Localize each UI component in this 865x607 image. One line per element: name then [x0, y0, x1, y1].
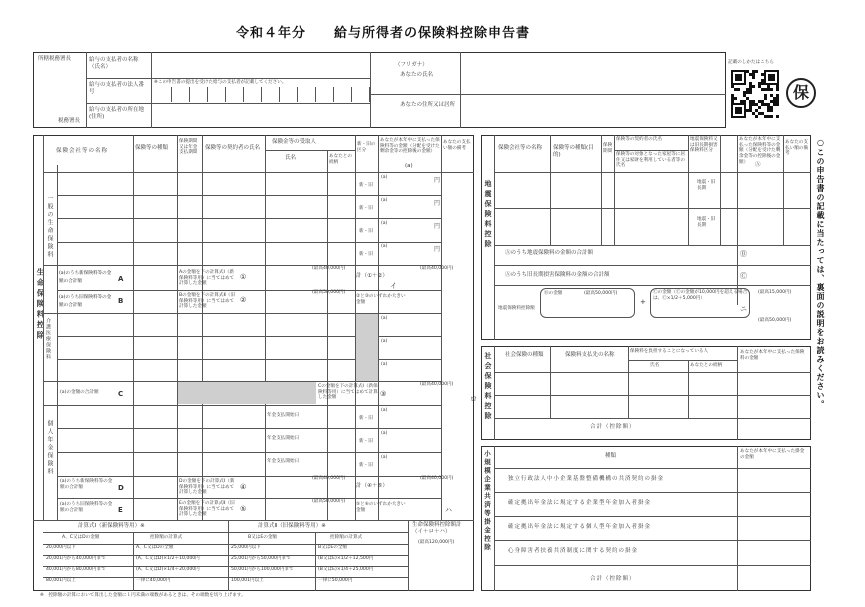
sum-e-label: (a)のうち旧保険料等の金額の合計額	[60, 502, 113, 513]
smallbiz-amount-field[interactable]	[739, 518, 809, 538]
max-50000-b: (最高50,000円)	[312, 290, 346, 295]
f1-row-formula: 一律に40,000円	[136, 578, 171, 583]
amount-mark: (a)	[381, 221, 388, 226]
qr-code-icon[interactable]	[731, 70, 779, 118]
amount-mark: (a)	[381, 244, 388, 249]
max-40000-sum2: (最高40,000円)	[420, 476, 454, 481]
calc-note-3: Cの金額を下の計算式Ⅰ（新保険料等用）に当てはめて計算した金額	[318, 384, 378, 401]
sum-d-label: (a)のうち新保険料等の金額の合計額	[60, 479, 113, 490]
smallbiz-col-amount: あなたが本年中に支払った掛金の金額	[740, 449, 805, 460]
yen-unit: 円	[434, 223, 441, 230]
f1-row-range: 80,001円以上	[46, 578, 76, 583]
f1-row-range: 20,001円から40,000円まで	[46, 556, 106, 561]
quake-old-2: 地震・旧長期	[697, 217, 716, 228]
life-col-newold: 新・旧の区分	[357, 142, 376, 153]
newold-mark[interactable]: 新・旧	[359, 206, 373, 211]
sum-c-label: (a)の金額の合計額	[60, 390, 99, 395]
payer-number-note: ※この申告書の提出を受けた給与の支払者が記載してください。	[154, 80, 287, 85]
formula1-title: 計算式Ⅰ（新保険料等用）※	[78, 523, 145, 529]
f2-row-range: 25,000円以下	[231, 545, 261, 550]
general-life-label: 一般の生命保険料	[46, 195, 53, 259]
life-col-amount-mark: (a)	[405, 163, 413, 169]
smallbiz-section-label: 小規模企業共済等掛金控除	[483, 450, 491, 552]
medical-label: 介護医療保険料	[45, 318, 51, 360]
life-section-label: 生命保険料控除	[36, 268, 45, 342]
social-section-label: 社会保険料控除	[484, 352, 492, 422]
pension-label: 個人年金保険料	[46, 420, 53, 476]
quake-total-field[interactable]	[755, 298, 809, 318]
smallbiz-amount-field[interactable]	[739, 494, 809, 514]
circ-5: ⑤	[240, 505, 247, 513]
amount-mark: (a)	[381, 408, 388, 413]
side-instruction: ○この申告書の記載に当たっては、裏面の説明をお読みください。	[816, 138, 825, 409]
amount-mark: (a)	[381, 175, 388, 180]
f1-col2: 控除額の計算式	[150, 535, 183, 540]
quake-col-type: 地震保険料又は旧長期損害保険料区分	[690, 137, 718, 154]
amount-mark: (a)	[381, 198, 388, 203]
furigana-label: （フリガナ）	[395, 62, 428, 68]
circ-3: ③	[380, 390, 387, 398]
yen-unit: 円	[434, 246, 441, 253]
life-col-period: 保険期間又は年金支払期間	[179, 139, 198, 156]
social-col-kind: 社会保険の種類	[505, 352, 544, 358]
life-col-relation: あなたとの続柄	[329, 154, 352, 165]
f1-row-range: 40,001円から80,000円まで	[46, 567, 106, 572]
quake-col-period: 保険期間	[603, 143, 613, 154]
form-title: 令和４年分 給与所得者の保険料控除申告書	[236, 26, 531, 41]
pension-start-3: 年金支払開始日	[267, 459, 300, 464]
newold-mark[interactable]: 新・旧	[359, 439, 373, 444]
f1-row-range: 20,000円以下	[46, 545, 76, 550]
letter-c: C	[118, 390, 124, 398]
qr-caption: 記載のしかたはこちら	[728, 60, 774, 65]
mark-ha: ハ	[445, 506, 452, 514]
calc-note-5: Eの金額を下の計算式Ⅱ（旧保険料等用）に当てはめて計算した金額	[179, 501, 235, 518]
payer-name-field[interactable]	[153, 54, 368, 77]
payer-address-field[interactable]	[153, 105, 368, 127]
smallbiz-row-label: 独立行政法人中小企業基盤整備機構の共済契約の掛金	[508, 476, 665, 482]
your-name-label: あなたの氏名	[400, 72, 434, 78]
your-name-field[interactable]	[462, 54, 724, 92]
sum-a-label: (a)のうち新保険料等の金額の合計額	[59, 271, 112, 284]
mark-ni: ニ	[740, 305, 747, 313]
form-type-badge: 保	[786, 78, 816, 108]
sum12-label: 計（①＋②）	[356, 273, 388, 279]
letter-a: A	[118, 275, 124, 283]
life-col-kind: 保険等の種類	[135, 145, 169, 151]
newold-mark[interactable]: 新・旧	[359, 463, 373, 468]
social-col-payee: 保険料支払先の名称	[565, 352, 615, 358]
f2-row-formula: (B又はE)×1/2＋12,500円	[318, 556, 374, 561]
smallbiz-amount-field[interactable]	[739, 542, 809, 562]
f2-row-formula: B又はEの全額	[318, 545, 348, 550]
quake-calc-b-label: Ⓑの金額	[544, 291, 563, 296]
amount-mark: (a)	[381, 316, 388, 321]
life-total-label: 生命保険料控除額計（イ＋ロ＋ハ）	[412, 522, 462, 535]
social-col-bearer: 保険料を負担することになっている人	[630, 349, 709, 354]
smallbiz-row-label: 確定拠出年金法に規定する個人型年金加入者掛金	[508, 524, 652, 530]
payer-number-label: 給与の支払者の法人番号	[89, 82, 145, 95]
smallbiz-row-label: 確定拠出年金法に規定する企業型年金加入者掛金	[508, 500, 652, 506]
quake-old-1: 地震・旧長期	[697, 180, 716, 191]
quake-calc-label: 地震保険料控除額	[498, 306, 535, 311]
max-40000-d: (最高40,000円)	[312, 476, 346, 481]
circ-2: ②	[240, 296, 247, 304]
quake-max-1: (最高50,000円)	[584, 291, 618, 296]
quake-col-amount: あなたが本年中に支払った保険料等の金額（分配を受けた剰余金等の控除後の金額）	[739, 137, 781, 165]
quake-sum-c-label: Ⓐのうち旧長期損害保険料の金額の合計額	[505, 272, 610, 278]
life-col-extra: あなたの支払い額の備考	[443, 140, 471, 151]
smallbiz-col-kind: 種類	[605, 453, 617, 459]
f2-row-range: 50,001円から100,000円まで	[231, 567, 294, 572]
circ-1: ①	[240, 273, 247, 281]
calc-note-2: Bの金額を下の計算式Ⅱ（旧保険料等用）に当てはめて計算した金額	[179, 293, 235, 310]
calc-note-1: Aの金額を下の計算式Ⅰ（新保険料等用）に当てはめて計算した金額	[179, 270, 235, 287]
f2-row-formula: (B又はE)×1/4＋25,000円	[318, 567, 374, 572]
quake-sum-b-label: Ⓐのうち地震保険料の金額の合計額	[505, 250, 594, 256]
social-col-relation: あなたとの続柄	[690, 363, 723, 368]
social-col-name: 氏名	[650, 363, 660, 368]
tax-office-suffix: 税務署長	[58, 118, 81, 124]
pension-start-2: 年金支払開始日	[267, 436, 300, 441]
formula2-title: 計算式Ⅱ（旧保険料等用）※	[258, 523, 326, 529]
mark-c: Ⓒ	[740, 272, 747, 280]
mark-i: イ	[390, 282, 397, 290]
letter-e: E	[118, 506, 123, 514]
newold-mark[interactable]: 新・旧	[359, 183, 373, 188]
life-total-field[interactable]	[410, 548, 472, 590]
letter-d: D	[118, 484, 124, 492]
quake-col-extra: あなたの支払い額の備考	[785, 140, 808, 157]
sum-b-field[interactable]	[130, 292, 176, 313]
social-total-label: 合計（控除額）	[590, 424, 636, 430]
mark-ro: ロ	[470, 395, 477, 403]
amount-mark: (a)	[381, 362, 388, 367]
max-40000-c: (最高40,000円)	[420, 382, 454, 387]
yen-unit: 円	[434, 177, 441, 184]
life-col-recipient-name: 氏名	[285, 155, 297, 161]
smallbiz-amount-field[interactable]	[739, 470, 809, 490]
quake-col-kind: 保険等の種類(目的)	[553, 145, 594, 158]
max-120000: (最高120,000円)	[418, 540, 455, 545]
bigger-note: ②と③のいずれか大きい金額	[356, 294, 406, 305]
social-col-amount: あなたが本年中に支払った保険料の金額	[740, 350, 805, 361]
your-address-field[interactable]	[462, 96, 724, 127]
quake-col-mark: Ⓐ	[755, 162, 761, 168]
smallbiz-total-field[interactable]	[739, 568, 809, 589]
f1-row-formula: A、C又はDの全額	[136, 545, 174, 550]
circ-4: ④	[240, 483, 247, 491]
max-40000-a: (最高40,000円)	[312, 266, 346, 271]
quake-max-2: (最高15,000円)	[758, 290, 792, 295]
payer-number-field[interactable]	[153, 87, 368, 102]
social-total-field[interactable]	[739, 420, 809, 438]
f1-row-formula: (A、C又はD)×1/2＋10,000円	[136, 556, 200, 561]
f2-col2: 控除額の計算式	[330, 535, 363, 540]
life-col-company: 保険会社等の名称	[56, 148, 109, 154]
quake-col-company: 保険会社等の名称	[498, 145, 543, 151]
quake-section-label: 地震保険料控除	[484, 180, 492, 250]
quake-col-insured: 保険等の対象となった家屋等に居住又は家財を利用している者等の氏名	[616, 152, 685, 169]
sum-a-field[interactable]	[130, 268, 176, 289]
mark-b: Ⓑ	[740, 250, 747, 258]
sum45-label: 計（④＋⑤）	[356, 483, 388, 489]
sum-b-label: (a)のうち旧保険料等の金額の合計額	[59, 295, 112, 308]
pension-start-1: 年金支払開始日	[267, 413, 300, 418]
bigger-note-2: ⑤と⑥のいずれか大きい金額	[356, 502, 406, 513]
your-address-label: あなたの住所又は居所	[400, 102, 456, 108]
life-col-amount: あなたが本年中に支払った保険料等の金額（分配を受けた剰余金等の控除後の金額）	[380, 138, 440, 155]
formula-footnote: ※ 控除額の計算において算出した金額に１円未満の端数があるときは、その端数を切り上げます。	[40, 593, 246, 598]
smallbiz-row-label: 心身障害者扶養共済制度に関する契約の掛金	[508, 548, 639, 554]
amount-mark: (a)	[381, 455, 388, 460]
max-50000-e: (最高50,000円)	[312, 499, 346, 504]
tax-office-label: 所轄税務署長	[38, 56, 72, 62]
quake-calc-c-label: Ⓒの金額（Ⓒの金額が10,000円を超える場合は、Ⓒ×1/2＋5,000円）	[653, 290, 748, 301]
max-40000-sum: (最高40,000円)	[420, 266, 454, 271]
quake-max-3: (最高50,000円)	[758, 318, 792, 323]
payer-address-label: 給与の支払者の所在地(住所)	[89, 107, 145, 120]
tax-office-field[interactable]	[35, 66, 85, 116]
f1-col1: A、C又はDの金額	[62, 535, 100, 540]
newold-mark[interactable]: 新・旧	[359, 416, 373, 421]
life-col-recipient: 保険金等の受取人	[272, 139, 317, 145]
amount-mark: (a)	[381, 339, 388, 344]
f2-row-range: 25,001円から50,000円まで	[231, 556, 291, 561]
f1-row-formula: (A、C又はD)×1/4＋20,000円	[136, 567, 200, 572]
calc-note-4: Dの金額を下の計算式Ⅰ（新保険料等用）に当てはめて計算した金額	[179, 479, 235, 496]
life-col-contractor: 保険等の契約者の氏名	[205, 145, 261, 151]
yen-unit: 円	[434, 200, 441, 207]
newold-mark[interactable]: 新・旧	[359, 229, 373, 234]
quake-col-contractor: 保険等の契約者の氏名	[616, 137, 662, 142]
amount-mark: (a)	[381, 431, 388, 436]
payer-name-label: 給与の支払者の名称（氏名）	[89, 57, 139, 70]
smallbiz-total-label: 合計（控除額）	[590, 576, 636, 582]
f2-col1: B又はEの金額	[248, 535, 278, 540]
f2-row-formula: 一律に50,000円	[318, 578, 353, 583]
letter-b: B	[118, 297, 124, 305]
newold-mark[interactable]: 新・旧	[359, 252, 373, 257]
f2-row-range: 100,001円以上	[231, 578, 264, 583]
